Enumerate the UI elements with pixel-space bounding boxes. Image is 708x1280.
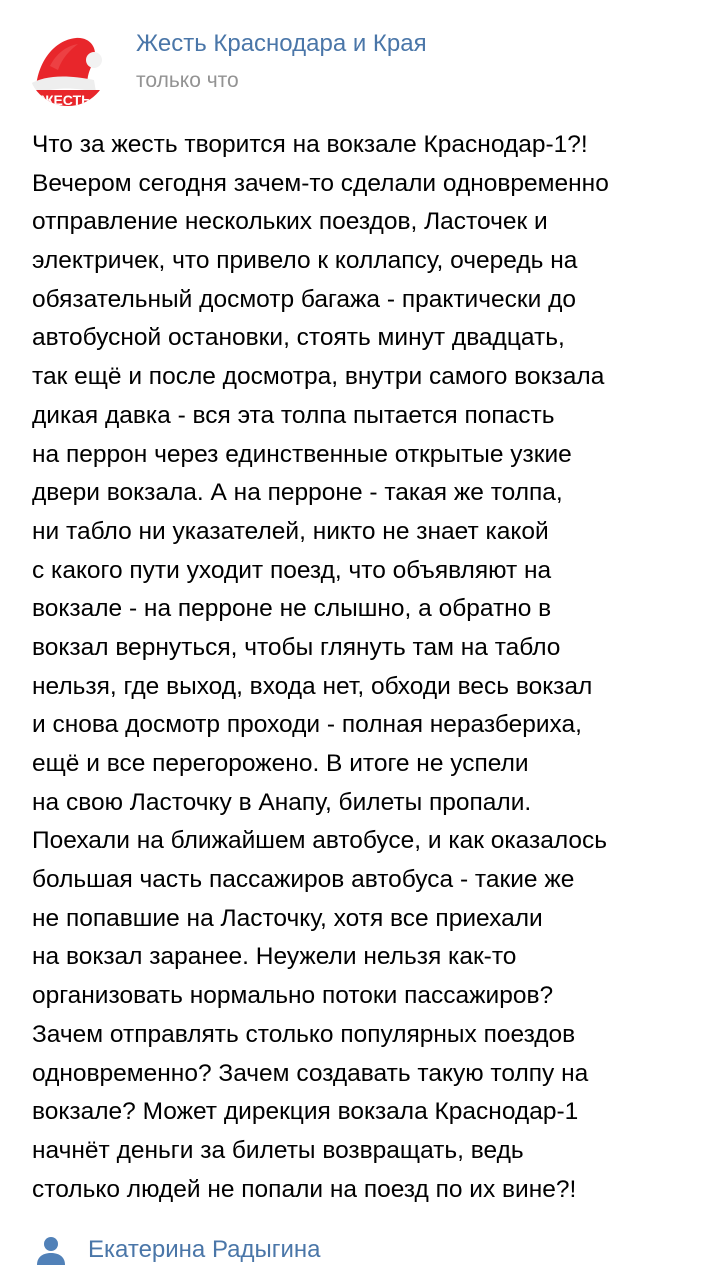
post-text-line: дикая давка - вся эта толпа пытается попасть xyxy=(32,401,555,429)
author-name-link[interactable]: Екатерина Радыгина xyxy=(88,1236,321,1263)
user-icon xyxy=(34,1234,68,1268)
post-text-line: с какого пути уходит поезд, что объявляют на xyxy=(32,556,552,584)
post-text-line: отправление нескольких поездов, Ласточек и xyxy=(32,208,548,236)
community-name-link[interactable]: Жесть Краснодара и Края xyxy=(136,30,427,57)
post-text-line: ни табло ни указателей, никто не знает какой xyxy=(32,517,549,545)
post-text-line: на вокзал заранее. Неужели нельзя как-то xyxy=(32,943,517,971)
post-text-line: столько людей не попали на поезд по их вине?! xyxy=(32,1175,577,1203)
post-text-line: организовать нормально потоки пассажиров? xyxy=(32,982,554,1010)
post-text-line: вокзале - на перроне не слышно, а обратно в xyxy=(32,595,552,623)
post-header xyxy=(0,0,708,120)
post-text-line: вокзал вернуться, чтобы глянуть там на табло xyxy=(32,633,561,661)
post-author[interactable] xyxy=(34,1230,434,1270)
post-text-line: обязательный досмотр багажа - практически до xyxy=(32,285,577,313)
post-text-line: электричек, что привело к коллапсу, очередь на xyxy=(32,247,578,275)
post-text-line: нельзя, где выход, входа нет, обходи весь вокзал xyxy=(32,672,593,700)
post-body-text xyxy=(32,126,682,1209)
post-text-line: начнёт деньги за билеты возвращать, ведь xyxy=(32,1136,524,1164)
post-text-line: не попавшие на Ласточку, хотя все приехали xyxy=(32,904,543,932)
post-text-line: ещё и все перегорожено. В итоге не успели xyxy=(32,750,529,777)
post-text-line: двери вокзала. А на перроне - такая же толпа, xyxy=(32,479,563,507)
post-text-line: большая часть пассажиров автобуса - такие же xyxy=(32,866,575,894)
avatar-logo-text: ЖЕСТЬ xyxy=(40,92,92,106)
post-text-line: так ещё и после досмотра, внутри самого вокзала xyxy=(32,363,605,391)
post-text-line: одновременно? Зачем создавать такую толпу на xyxy=(32,1059,589,1087)
post-text-line: Вечером сегодня зачем-то сделали одновременно xyxy=(32,169,609,197)
post-text-line: Поехали на ближайшем автобусе, и как оказалось xyxy=(32,827,608,855)
santa-hat-logo-icon xyxy=(28,26,108,106)
post-text-line: и снова досмотр проходи - полная неразбериха, xyxy=(32,711,582,739)
community-avatar[interactable] xyxy=(28,26,108,106)
post-timestamp: только что xyxy=(136,69,239,92)
post-text-line: на свою Ласточку в Анапу, билеты пропали. xyxy=(32,788,532,816)
post-text-line: на перрон через единственные открытые узкие xyxy=(32,440,572,468)
post-text-line: Зачем отправлять столько популярных поездов xyxy=(32,1020,576,1048)
post-text-line: Что за жесть творится на вокзале Краснодар-1?! xyxy=(32,131,588,158)
post-text-line: вокзале? Может дирекция вокзала Краснодар-1 xyxy=(32,1098,579,1126)
post-text-line: автобусной остановки, стоять минут двадцать, xyxy=(32,324,565,352)
